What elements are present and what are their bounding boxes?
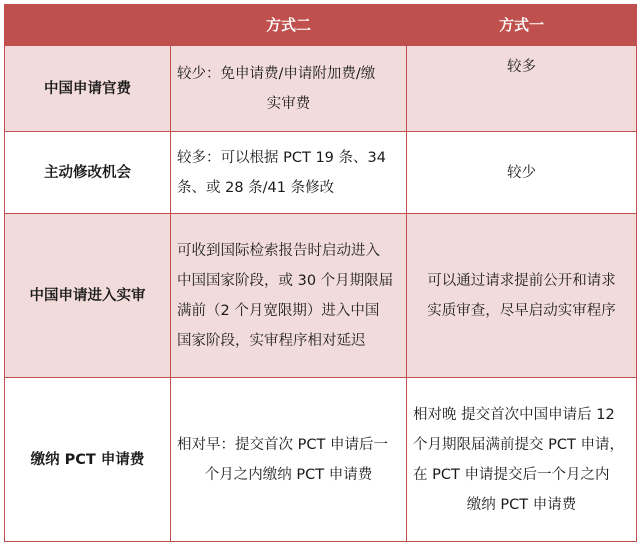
cell-way1 bbox=[407, 378, 637, 542]
row-label: 缴纳 PCT 申请费 bbox=[5, 378, 171, 542]
cell-line: 条、或 28 条/41 条修改 bbox=[177, 179, 335, 196]
cell-line: 国家阶段，实审程序相对延迟 bbox=[177, 332, 366, 349]
cell-way2 bbox=[171, 132, 407, 214]
header-way2: 方式二 bbox=[171, 5, 407, 46]
cell-way2 bbox=[171, 378, 407, 542]
cell-line: 相对早：提交首次 PCT 申请后一 bbox=[177, 436, 388, 453]
cell-way2 bbox=[171, 46, 407, 132]
cell-way2 bbox=[171, 214, 407, 378]
cell-line: 满前（2 个月宽限期）进入中国 bbox=[177, 302, 380, 319]
header-row bbox=[5, 5, 637, 46]
header-way1: 方式一 bbox=[407, 5, 637, 46]
row-label: 中国申请进入实审 bbox=[5, 214, 171, 378]
cell-line: 可收到国际检索报告时启动进入 bbox=[177, 242, 380, 259]
cell-line: 相对晚 提交首次中国申请后 12 bbox=[413, 406, 615, 423]
cell-line: 实审费 bbox=[266, 95, 311, 112]
cell-line: 中国国家阶段，或 30 个月期限届 bbox=[177, 272, 394, 289]
cell-line: 较少 bbox=[507, 164, 536, 181]
cell-line: 较多 bbox=[507, 59, 536, 75]
table-row-amendment bbox=[5, 132, 637, 214]
cell-way1 bbox=[407, 46, 637, 132]
comparison-table bbox=[4, 4, 637, 542]
cell-line: 个月之内缴纳 PCT 申请费 bbox=[204, 466, 373, 483]
cell-way1 bbox=[407, 214, 637, 378]
cell-line: 个月期限届满前提交 PCT 申请， bbox=[413, 436, 624, 453]
cell-line: 较多：可以根据 PCT 19 条、34 bbox=[177, 149, 386, 166]
table-row-pct-fee bbox=[5, 378, 637, 542]
cell-line: 较少：免申请费/申请附加费/缴 bbox=[177, 65, 376, 82]
cell-line: 缴纳 PCT 申请费 bbox=[466, 496, 577, 513]
cell-line: 实质审查，尽早启动实审程序 bbox=[427, 302, 616, 319]
cell-way1 bbox=[407, 132, 637, 214]
table-row-official-fee bbox=[5, 46, 637, 132]
cell-line: 在 PCT 申请提交后一个月之内 bbox=[413, 466, 610, 483]
cell-line: 可以通过请求提前公开和请求 bbox=[427, 272, 616, 289]
header-corner-cell bbox=[5, 5, 171, 46]
table-row-substantive-exam bbox=[5, 214, 637, 378]
row-label: 主动修改机会 bbox=[5, 132, 171, 214]
row-label: 中国申请官费 bbox=[5, 46, 171, 132]
